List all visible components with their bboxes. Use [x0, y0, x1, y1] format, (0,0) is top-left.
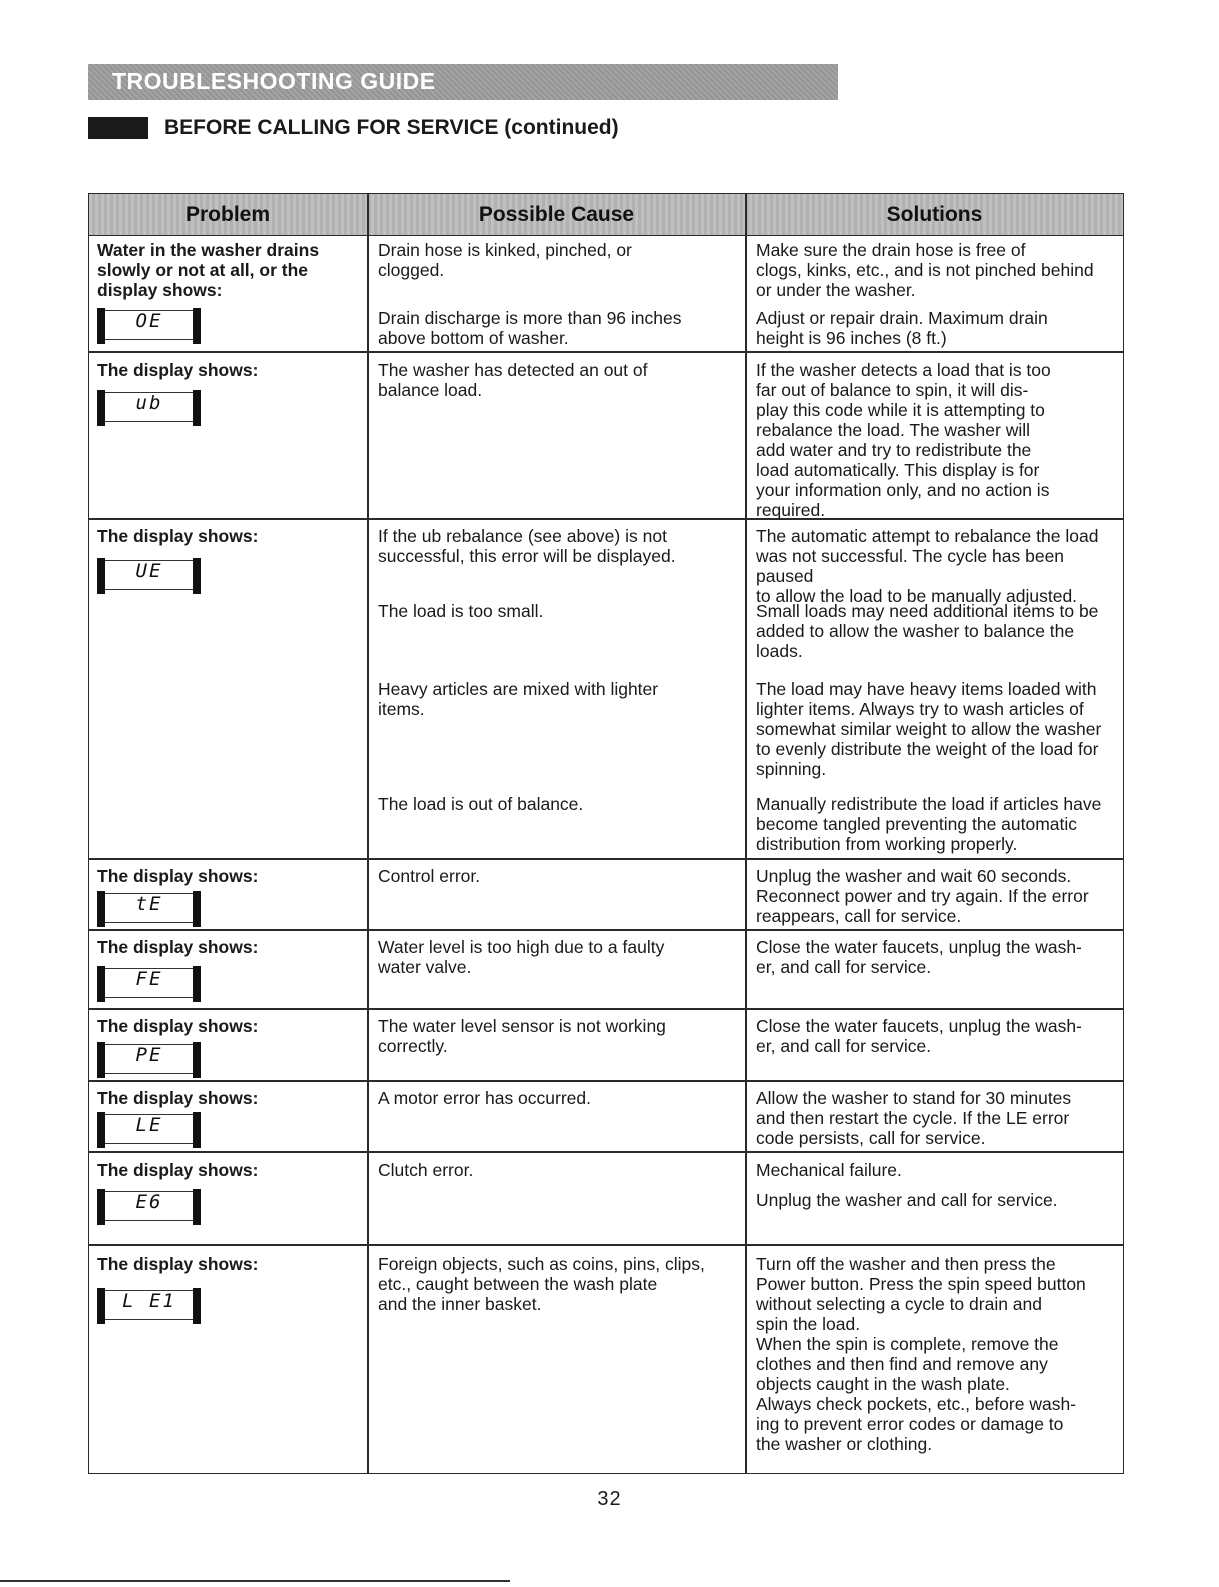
- header-possible-cause: Possible Cause: [478, 203, 635, 226]
- display-code-fe: [97, 966, 201, 1002]
- cause-text: If the ub rebalance (see above) is not successful, this error will be displayed.: [378, 526, 676, 566]
- cause-text: Clutch error.: [378, 1160, 474, 1180]
- display-code-text: UE: [135, 560, 163, 582]
- solution-text: Allow the washer to stand for 30 minutes and then restart the cycle. If the LE error code persists, call for service.: [756, 1088, 1072, 1148]
- header-problem: Problem: [185, 203, 271, 226]
- problem-text: The display shows:: [97, 360, 259, 380]
- problem-text: The display shows:: [97, 526, 259, 546]
- cause-text: Heavy articles are mixed with lighter items.: [378, 679, 659, 719]
- problem-text: The display shows:: [97, 866, 259, 886]
- display-code-text: PE: [135, 1044, 163, 1066]
- row-divider: [89, 351, 1123, 353]
- solution-text: Turn off the washer and then press the Power button. Press the spin speed button without selecting a cycle to drain and spin the load. When the spin is complete, remove the clothes and then find and remove any objects caught in the wash plate. Always check pockets, etc., before wash- ing to prevent error codes or damage to the washer or clothing.: [756, 1254, 1086, 1454]
- solution-text: Close the water faucets, unplug the wash- er, and call for service.: [756, 937, 1082, 977]
- section-marker: [88, 117, 148, 139]
- problem-text: The display shows:: [97, 1088, 259, 1108]
- display-code-ue: [97, 558, 201, 594]
- guide-banner: [88, 64, 838, 100]
- display-code-text: tE: [135, 893, 163, 915]
- display-code-pe: [97, 1042, 201, 1078]
- problem-text: The display shows:: [97, 937, 259, 957]
- cause-text: Control error.: [378, 866, 481, 886]
- cause-text: Drain discharge is more than 96 inches above bottom of washer.: [378, 308, 682, 348]
- display-code-le1: [97, 1288, 201, 1324]
- display-code-text: LE: [135, 1114, 163, 1136]
- row-divider: [89, 929, 1123, 931]
- display-code-ub: [97, 390, 201, 426]
- column-divider: [367, 194, 369, 1473]
- solution-text: The automatic attempt to rebalance the load was not successful. The cycle has been paused to allow the load to be manually adjusted.: [756, 526, 1099, 606]
- cause-text: Drain hose is kinked, pinched, or clogged.: [378, 240, 632, 280]
- display-code-text: E6: [135, 1191, 163, 1213]
- page-number: 32: [597, 1488, 622, 1510]
- problem-text: The display shows:: [97, 1016, 259, 1036]
- display-code-oe: [97, 308, 201, 344]
- display-code-text: OE: [135, 310, 163, 332]
- display-code-e6: [97, 1189, 201, 1225]
- solution-text: Adjust or repair drain. Maximum drain height is 96 inches (8 ft.): [756, 308, 1048, 348]
- solution-text: Make sure the drain hose is free of clogs, kinks, etc., and is not pinched behind or under the washer.: [756, 240, 1094, 300]
- footer-rule: [0, 1580, 510, 1582]
- row-divider: [89, 1080, 1123, 1082]
- problem-text: The display shows:: [97, 1160, 259, 1180]
- cause-text: Foreign objects, such as coins, pins, clips, etc., caught between the wash plate and the inner basket.: [378, 1254, 705, 1314]
- row-divider: [89, 1244, 1123, 1246]
- display-code-text: L E1: [122, 1290, 176, 1312]
- cause-text: The water level sensor is not working correctly.: [378, 1016, 666, 1056]
- header-solutions: Solutions: [886, 203, 983, 226]
- solution-text: The load may have heavy items loaded with lighter items. Always try to wash articles of somewhat similar weight to allow the washer to evenly distribute the weight of the load for spinning.: [756, 679, 1102, 779]
- problem-text: Water in the washer drains slowly or not at all, or the display shows:: [97, 240, 320, 300]
- row-divider: [89, 1008, 1123, 1010]
- display-code-text: ub: [135, 392, 163, 414]
- solution-text: Small loads may need additional items to be added to allow the washer to balance the loads.: [756, 601, 1099, 661]
- row-divider: [89, 1151, 1123, 1153]
- solution-text: Mechanical failure.: [756, 1160, 902, 1180]
- solution-text: If the washer detects a load that is too far out of balance to spin, it will dis- play this code while it is attempting to rebalance the load. The washer will add water and try to redistribute the load automatically. This display is for your information only, and no action is required.: [756, 360, 1051, 520]
- column-divider: [745, 194, 747, 1473]
- cause-text: Water level is too high due to a faulty water valve.: [378, 937, 665, 977]
- cause-text: A motor error has occurred.: [378, 1088, 591, 1108]
- solution-text: Close the water faucets, unplug the wash- er, and call for service.: [756, 1016, 1082, 1056]
- troubleshooting-table: [88, 193, 1124, 1474]
- cause-text: The load is out of balance.: [378, 794, 584, 814]
- cause-text: The washer has detected an out of balance load.: [378, 360, 648, 400]
- solution-text: Unplug the washer and wait 60 seconds. Reconnect power and try again. If the error reappears, call for service.: [756, 866, 1089, 926]
- guide-title: TROUBLESHOOTING GUIDE: [112, 68, 436, 94]
- section-heading: [88, 114, 619, 142]
- cause-text: The load is too small.: [378, 601, 544, 621]
- solution-text: Unplug the washer and call for service.: [756, 1190, 1058, 1210]
- solution-text: Manually redistribute the load if articles have become tangled preventing the automatic distribution from working properly.: [756, 794, 1102, 854]
- row-divider: [89, 858, 1123, 860]
- table-header: [89, 194, 1123, 236]
- display-code-text: FE: [135, 968, 163, 990]
- display-code-te: [97, 891, 201, 927]
- section-title: BEFORE CALLING FOR SERVICE (continued): [164, 116, 619, 139]
- display-code-le: [97, 1112, 201, 1148]
- problem-text: The display shows:: [97, 1254, 259, 1274]
